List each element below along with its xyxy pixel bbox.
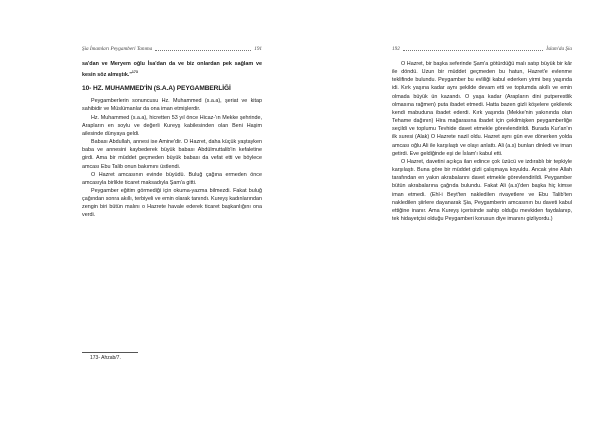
paragraph: Peygamber eğitim görmediği için okuma-yazma bilmezdi. Fakat buluğ çağından sonra akıllı, terbiyeli ve emin olarak tanındı. Kureyş kadınlarından zengin biri bütün malını o Hazrete havale ederek ticaret başkanlığını ona verdi. <box>82 187 262 219</box>
footnote: 173- Ahzab/7. <box>90 355 121 361</box>
left-page-header <box>82 46 262 52</box>
left-page-number: 191 <box>254 46 262 52</box>
left-text-column <box>82 60 262 220</box>
paragraph: O Hazret, davetini açıkça ilan edince çok üzücü ve izdırablı bir tepkiyle karşılaştı. Buna göre bir müddet gizli çalışmaya koyuldu. Ancak yine Allah tarafından en yakın akrabalarını davet etmekle görevlendirildi. Peygamber bütün akrabalarına çağrıda bulundu. Fakat Ali (a.s)'den başka hiç kimse iman etmedi. (Ehl-i Beyt'ten nakledilen rivayetlere ve Ebu Talib'ten nakledilen şiirlere dayanarak Şia, Peygamberin amcasının bu daveti kabul ettiğine inanır. Ama Kureyş içerisinde sahip olduğu mevkiden faydalanıp, tek hidayetçisi olduğu Peygamberi korusun diye imanını gizliyordu.) <box>392 158 572 222</box>
right-page <box>300 0 600 424</box>
right-text-column <box>392 60 572 223</box>
left-header-title: Şia İmamları Peygamberi Tanıma <box>82 46 153 52</box>
section-heading: 10- HZ. MUHAMMED'İN (S.A.A) PEYGAMBERLİĞİ <box>82 85 231 93</box>
right-page-header <box>392 46 572 52</box>
paragraph: O Hazret, bir başka seferinde Şam'a götürdüğü malı satıp büyük bir kâr ile döndü. Uzun bir müddet geçmeden bu hatun, Hazret'e evlenme teklifinde bulundu. Peygamber bu evliliği kabul ederken yirmi beş yaşında idi. Kırk yaşına kadar aynı şekilde devam etti ve toplumda akıllı ve emin olmada büyük ün kazandı. O yaşa kadar (Arapların dini putperestlik olmasına rağmen) puta ibadet etmedi. Hatta bazen gizli köşelere çekilerek kendi mabuduna ibadet ederdi. Kırk yaşında (Mekke'nin yakınında olan Tehame dağının) Hira mağarasına ibadet için çekilmişken peygamberliğe seçildi ve toplumu Tevhide davet etmekle görevlendirildi. Burada Kur'an'ın ilk suresi (Alak) O Hazrete nazil oldu. Hazret aynı gün eve dönerken yolda amcası oğlu Ali ile karşılaştı ve olayı anlattı. Ali (a.s) bunları dinledi ve iman getirdi. Eve geldiğinde eşi de İslam'ı kabul etti. <box>392 61 572 157</box>
header-dot-leader <box>155 47 251 51</box>
footnote-marker: 173 <box>131 70 138 75</box>
footnote-divider <box>82 352 138 353</box>
intro-quote: sa'dan ve Meryem oğlu İsa'dan da ve biz onlardan pek sağlam ve kesin söz almıştık."$^{173}$ <box>82 61 262 78</box>
paragraph: O Hazret amcasının evinde büyüdü. Buluğ çağına ermeden önce amcasıyla birlikte ticaret maksadıyla Şam'a gitti. <box>82 171 262 186</box>
header-dot-leader <box>403 47 543 51</box>
paragraph: Hz. Muhammed (s.a.a), hicretten 53 yıl önce Hicaz-'ın Mekke şehrinde, Arapların en soylu ve değerli Kureyş kabilesinden olan Beni Haşim ailesinde dünyaya geldi. <box>82 114 262 137</box>
paragraph: Peygamberlerin sonuncusu Hz. Muhammed (s.a.a), şeriat ve kitap sahibidir ve Müslümanlar da ona iman etmişlerdir. <box>82 98 262 113</box>
right-header-title: İslam'da Şia <box>546 46 572 52</box>
paragraph: Babası Abdullah, annesi ise Amine'dir. O Hazret, daha küçük yaştayken baba ve annesini kaybederek büyük babası Abdülmuttalib'in kefaletine girdi. Ama bir müddet geçmeden büyük babası da vefat etti ve böylece amcası Ebu Talib onun bakımını üstlendi. <box>82 139 262 170</box>
right-page-number: 192 <box>392 46 400 52</box>
